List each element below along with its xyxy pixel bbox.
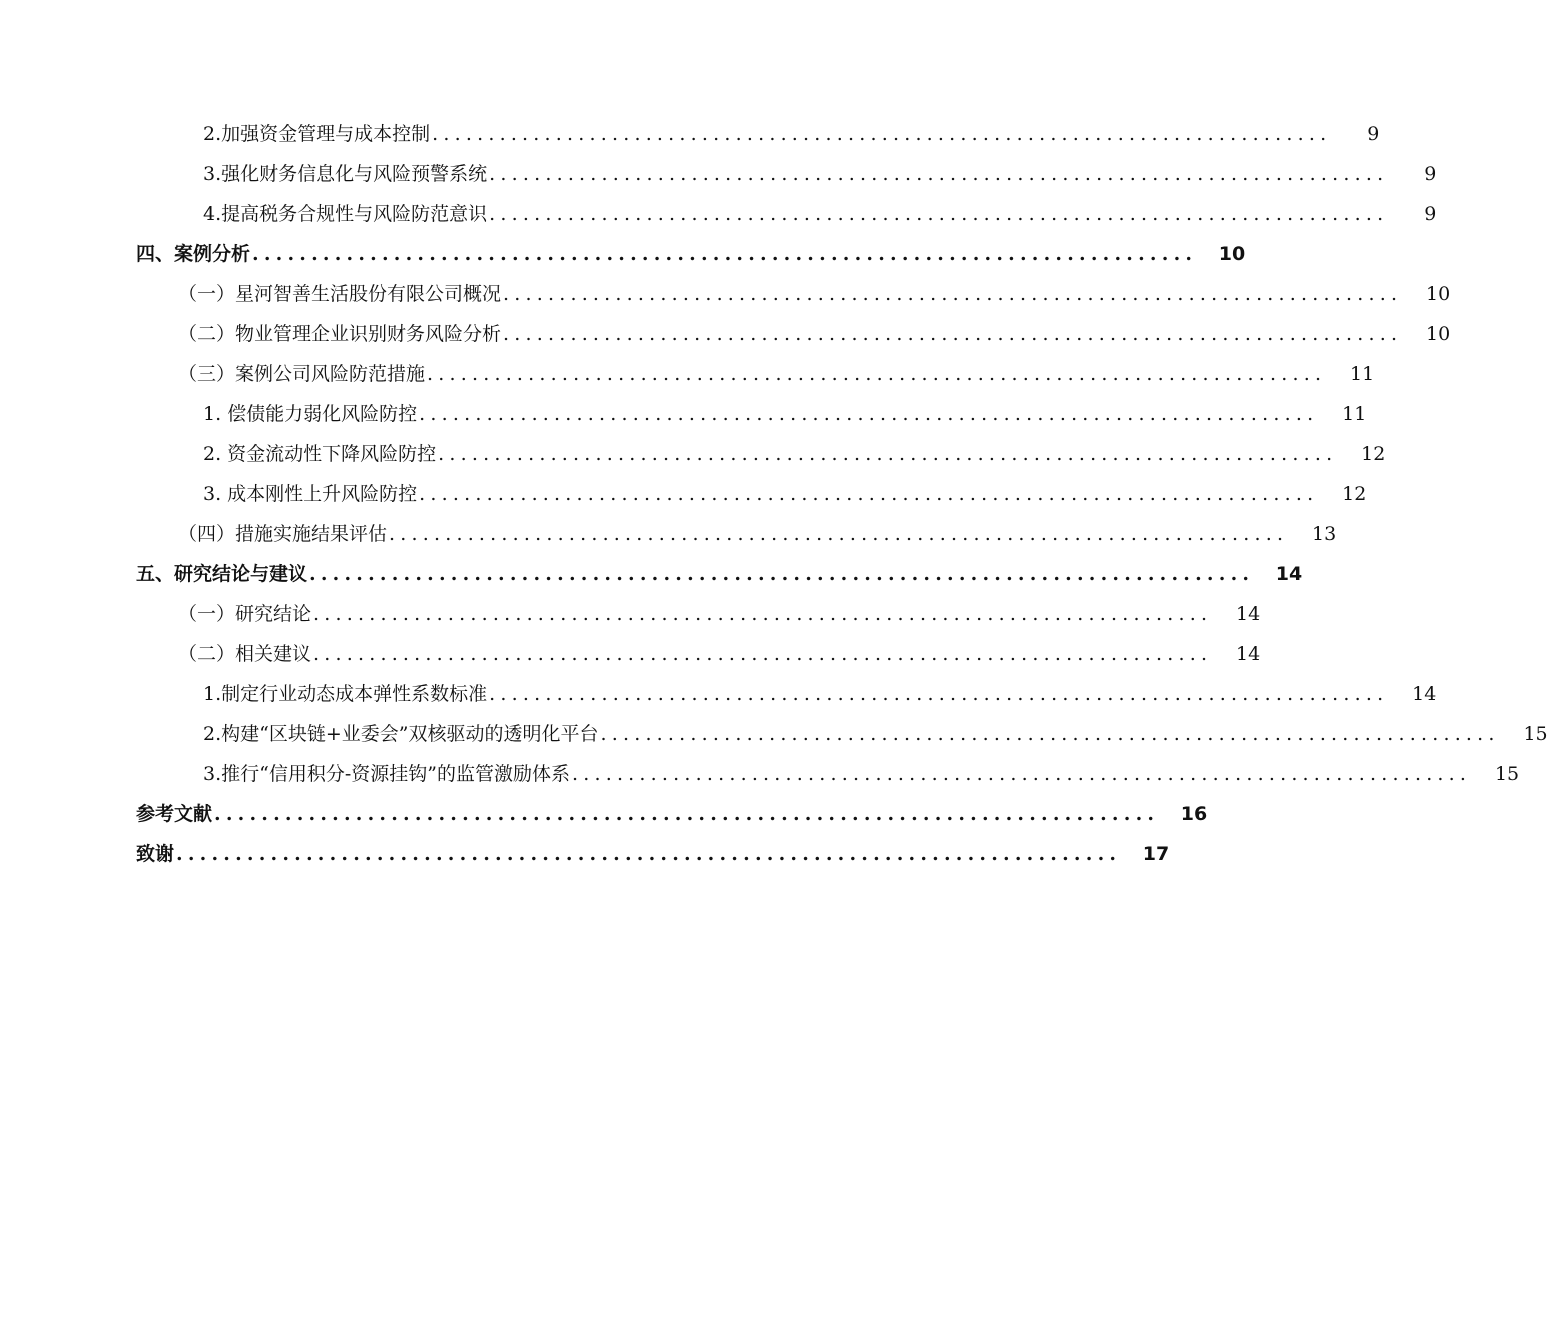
toc-dot-leader: ................................................................................ xyxy=(432,123,1332,145)
toc-entry-title: 3. 成本刚性上升风险防控 xyxy=(203,483,418,505)
toc-entry-title: （二）相关建议 xyxy=(178,643,312,665)
toc-dot-leader: ................................................................................ xyxy=(389,523,1289,545)
toc-subsection-entry[interactable] xyxy=(0,674,1437,714)
toc-chapter-entry[interactable] xyxy=(0,234,1246,274)
toc-subsection-entry[interactable] xyxy=(0,754,1520,794)
toc-entry-title: 1.制定行业动态成本弹性系数标准 xyxy=(203,683,488,705)
toc-section-entry[interactable] xyxy=(0,314,1451,354)
toc-dot-leader: ................................................................................ xyxy=(503,323,1403,345)
toc-entry-title: 参考文献 xyxy=(136,803,213,825)
toc-page-number: 17 xyxy=(1142,843,1170,865)
toc-dot-leader: ................................................................................ xyxy=(571,763,1472,785)
toc-entry-title: 致谢 xyxy=(136,843,175,865)
toc-dot-leader: ................................................................................ xyxy=(427,363,1327,385)
toc-dot-leader: ................................................................................ xyxy=(438,443,1338,465)
toc-page-number: 14 xyxy=(1275,563,1303,585)
toc-entry-title: 四、案例分析 xyxy=(136,243,251,265)
toc-page-number: 14 xyxy=(1236,603,1261,625)
toc-section-entry[interactable] xyxy=(0,634,1261,674)
toc-dot-leader: ................................................................................ xyxy=(313,603,1213,625)
toc-entry-title: 3.推行“信用积分-资源挂钩”的监管激励体系 xyxy=(203,763,570,785)
toc-entry-title: 五、研究结论与建议 xyxy=(136,563,308,585)
toc-chapter-entry[interactable] xyxy=(0,554,1303,594)
toc-page-number: 9 xyxy=(1424,203,1437,225)
toc-section-entry[interactable] xyxy=(0,274,1451,314)
toc-subsection-entry[interactable] xyxy=(0,114,1380,154)
toc-dot-leader: ................................................................................ xyxy=(214,803,1160,825)
toc-dot-leader: ................................................................................ xyxy=(489,683,1389,705)
toc-section-entry[interactable] xyxy=(0,594,1261,634)
toc-entry-title: 2.构建“区块链+业委会”双核驱动的透明化平台 xyxy=(203,723,599,745)
toc-page-number: 11 xyxy=(1350,363,1375,385)
toc-entry-title: （一）星河智善生活股份有限公司概况 xyxy=(178,283,502,305)
toc-page-number: 10 xyxy=(1426,323,1451,345)
toc-section-entry[interactable] xyxy=(0,514,1337,554)
toc-entry-title: （三）案例公司风险防范措施 xyxy=(178,363,426,385)
toc-dot-leader: ................................................................................ xyxy=(489,203,1389,225)
toc-page-number: 15 xyxy=(1523,723,1548,745)
toc-dot-leader: ................................................................................ xyxy=(309,563,1255,585)
toc-dot-leader: ................................................................................ xyxy=(419,403,1319,425)
toc-page-number: 9 xyxy=(1424,163,1437,185)
toc-subsection-entry[interactable] xyxy=(0,394,1367,434)
toc-page-number: 14 xyxy=(1236,643,1261,665)
toc-entry-title: （二）物业管理企业识别财务风险分析 xyxy=(178,323,502,345)
toc-dot-leader: ................................................................................ xyxy=(252,243,1198,265)
toc-page-number: 14 xyxy=(1412,683,1437,705)
toc-subsection-entry[interactable] xyxy=(0,434,1386,474)
table-of-contents xyxy=(0,114,1548,874)
toc-subsection-entry[interactable] xyxy=(0,474,1367,514)
toc-subsection-entry[interactable] xyxy=(0,154,1437,194)
toc-entry-title: 2. 资金流动性下降风险防控 xyxy=(203,443,437,465)
toc-page-number: 12 xyxy=(1342,483,1367,505)
toc-page-number: 10 xyxy=(1218,243,1246,265)
toc-page-number: 13 xyxy=(1312,523,1337,545)
toc-entry-title: 1. 偿债能力弱化风险防控 xyxy=(203,403,418,425)
toc-page-number: 9 xyxy=(1367,123,1380,145)
toc-page-number: 11 xyxy=(1342,403,1367,425)
toc-dot-leader: ................................................................................ xyxy=(503,283,1403,305)
toc-section-entry[interactable] xyxy=(0,354,1375,394)
toc-dot-leader: ................................................................................ xyxy=(313,643,1213,665)
toc-entry-title: （四）措施实施结果评估 xyxy=(178,523,388,545)
toc-entry-title: （一）研究结论 xyxy=(178,603,312,625)
toc-entry-title: 3.强化财务信息化与风险预警系统 xyxy=(203,163,488,185)
toc-entry-title: 2.加强资金管理与成本控制 xyxy=(203,123,431,145)
toc-page-number: 15 xyxy=(1494,763,1520,785)
toc-chapter-entry[interactable] xyxy=(0,794,1208,834)
toc-dot-leader: ................................................................................ xyxy=(489,163,1389,185)
toc-dot-leader: ................................................................................ xyxy=(176,843,1122,865)
toc-page-number: 16 xyxy=(1180,803,1208,825)
toc-chapter-entry[interactable] xyxy=(0,834,1170,874)
toc-entry-title: 4.提高税务合规性与风险防范意识 xyxy=(203,203,488,225)
toc-page-number: 10 xyxy=(1426,283,1451,305)
toc-page-number: 12 xyxy=(1361,443,1386,465)
toc-dot-leader: ................................................................................ xyxy=(600,723,1500,745)
toc-subsection-entry[interactable] xyxy=(0,714,1548,754)
toc-subsection-entry[interactable] xyxy=(0,194,1437,234)
toc-dot-leader: ................................................................................ xyxy=(419,483,1319,505)
